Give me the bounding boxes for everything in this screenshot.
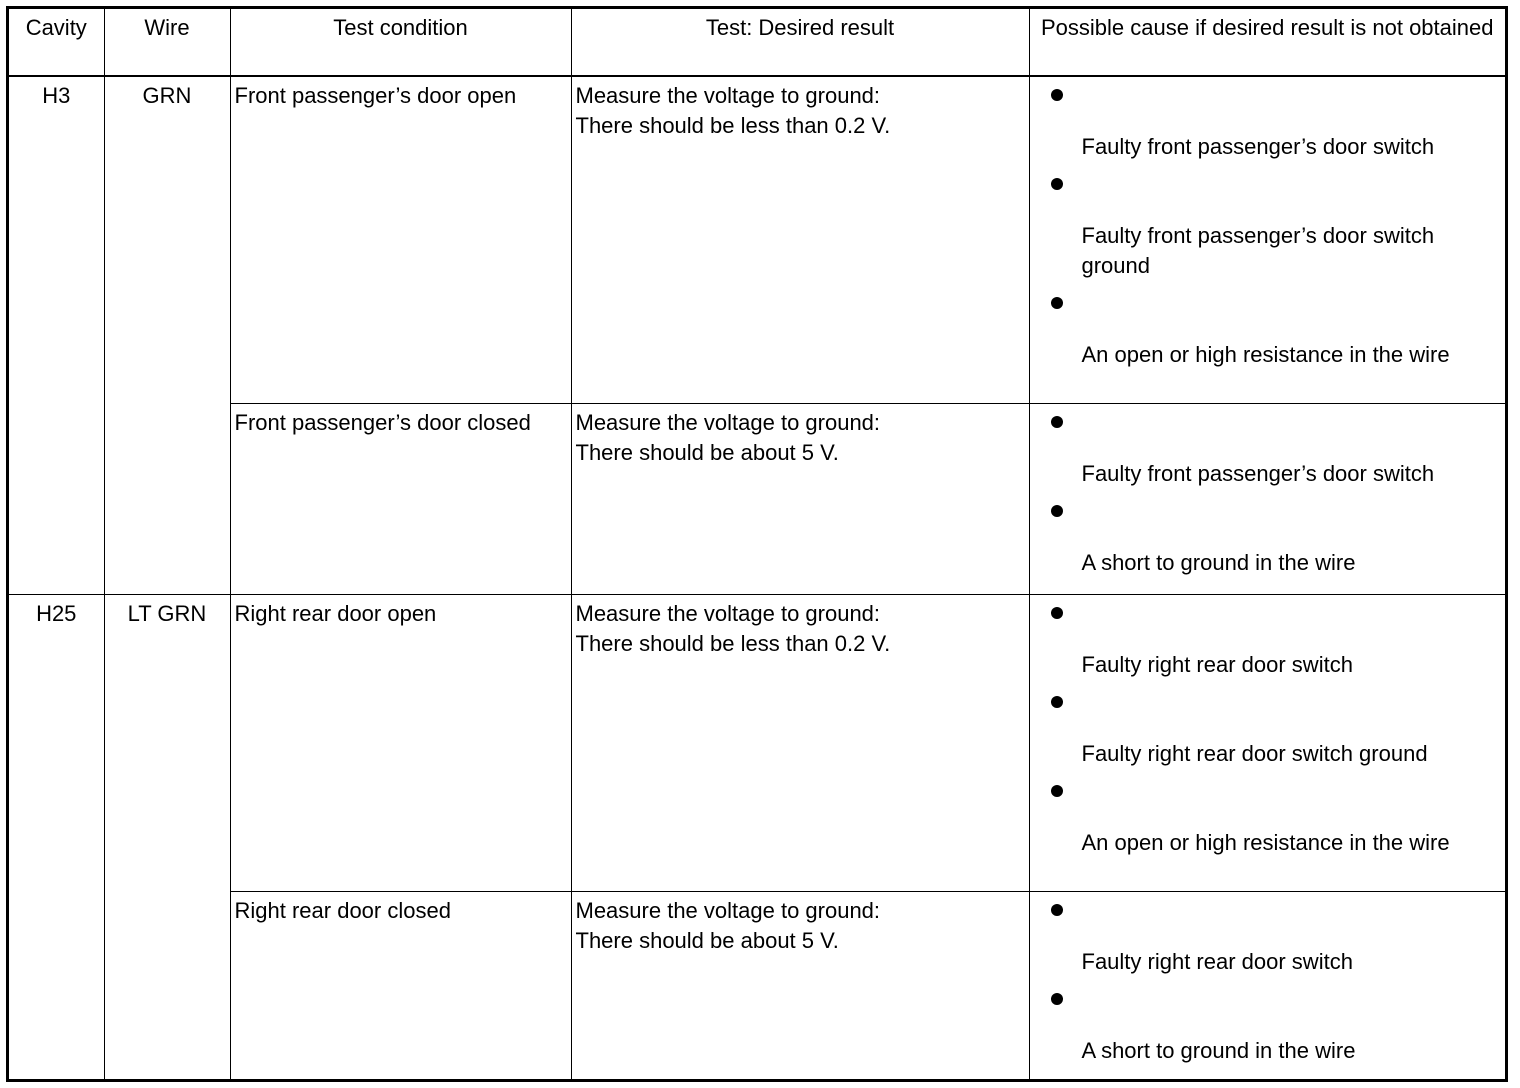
table-row [9,594,1505,891]
cause-text: Faulty right rear door switch [1081,651,1353,677]
header-test-condition: Test condition [230,9,571,76]
cause-text: Faulty front passenger’s door switch ground [1081,223,1435,278]
cause-list [1034,904,1506,1066]
possible-cause-cell [1029,594,1505,891]
test-condition-cell: Right rear door closed [230,891,571,1082]
header-cavity: Cavity [9,9,104,76]
possible-cause-cell [1029,403,1505,594]
table-row [9,76,1505,403]
bullet-icon [1051,785,1063,797]
cause-item [1034,89,1506,162]
cause-item [1034,297,1506,370]
bullet-icon [1051,993,1063,1005]
desired-result-line: There should be less than 0.2 V. [575,113,891,138]
desired-result-cell [571,891,1029,1082]
cause-text: Faulty right rear door switch [1081,948,1353,974]
possible-cause-cell [1029,891,1505,1082]
table-row [9,403,1505,594]
cause-text: A short to ground in the wire [1081,1037,1356,1063]
cause-text: A short to ground in the wire [1081,549,1356,575]
bullet-icon [1051,696,1063,708]
bullet-icon [1051,505,1063,517]
bullet-icon [1051,904,1063,916]
cause-item [1034,416,1506,489]
table-row [9,891,1505,1082]
header-desired-result: Test: Desired result [571,9,1029,76]
test-condition-cell: Right rear door open [230,594,571,891]
diagnostic-table [9,9,1505,1082]
cause-text: Faulty front passenger’s door switch [1081,460,1435,486]
possible-cause-cell [1029,76,1505,403]
cause-list [1034,89,1506,370]
bullet-icon [1051,297,1063,309]
cause-item [1034,785,1506,858]
header-wire: Wire [104,9,230,76]
desired-result-line: Measure the voltage to ground: [575,600,881,626]
bullet-icon [1051,607,1063,619]
bullet-icon [1051,89,1063,101]
bullet-icon [1051,178,1063,190]
cause-item [1034,178,1506,281]
cause-item [1034,607,1506,680]
cause-text: Faulty right rear door switch ground [1081,740,1428,766]
desired-result-line: There should be less than 0.2 V. [575,630,891,656]
wire-cell: GRN [104,76,230,594]
wire-cell: LT GRN [104,594,230,1082]
table-header-row [9,9,1505,76]
diagnostic-table-frame [6,6,1508,1082]
cause-item [1034,696,1506,769]
desired-result-line: Measure the voltage to ground: [575,897,881,923]
desired-result-cell [571,76,1029,403]
cavity-cell: H25 [9,594,104,1082]
desired-result-cell [571,594,1029,891]
desired-result-line: There should be about 5 V. [575,927,839,953]
cause-text: Faulty front passenger’s door switch [1081,134,1435,159]
bullet-icon [1051,416,1063,428]
header-possible-cause: Possible cause if desired result is not obtained [1029,9,1505,76]
cause-list [1034,416,1506,578]
desired-result-line: Measure the voltage to ground: [575,83,881,108]
cavity-cell: H3 [9,76,104,594]
desired-result-line: There should be about 5 V. [575,439,839,465]
cause-item [1034,904,1506,977]
cause-list [1034,607,1506,858]
cause-text: An open or high resistance in the wire [1081,342,1450,367]
test-condition-cell: Front passenger’s door open [230,76,571,403]
cause-item [1034,993,1506,1066]
desired-result-cell [571,403,1029,594]
cause-item [1034,505,1506,578]
cause-text: An open or high resistance in the wire [1081,829,1450,855]
desired-result-line: Measure the voltage to ground: [575,409,881,435]
test-condition-cell: Front passenger’s door closed [230,403,571,594]
